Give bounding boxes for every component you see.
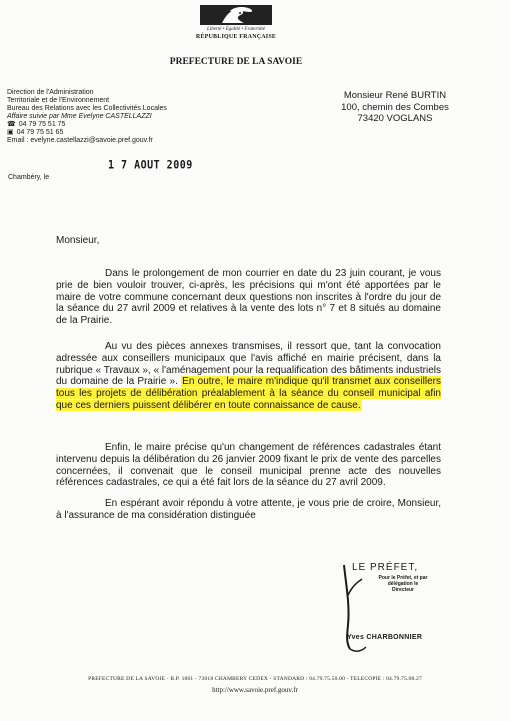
sender-fax-line (7, 129, 237, 137)
signature-title: LE PRÉFET, (352, 562, 419, 573)
paragraph-2 (56, 341, 441, 412)
sender-bureau: Bureau des Relations avec les Collectivités Locales (7, 105, 167, 112)
signature-delegation: Pour le Préfet, et par délégation le Directeur (378, 575, 428, 593)
sender-department: Direction de l'Administration (7, 89, 94, 96)
paragraph-2-text: Au vu des pièces annexes transmises, il ressort que, tant la convocation adressée aux conseillers municipaux que l'avis affiché en mairie précisent, dans la rubrique « Travaux », « l'aménagement pour la requalification des bâtiments industriels du domaine de la Prairie ». (56, 341, 441, 388)
republic-label: RÉPUBLIQUE FRANÇAISE (195, 34, 277, 40)
marianne-logo-icon (200, 5, 272, 25)
signer-name: Yves CHARBONNIER (347, 634, 423, 641)
recipient-block (300, 90, 490, 125)
date-stamp: 1 7 AOUT 2009 (108, 159, 193, 172)
footer-address: PREFECTURE DE LA SAVOIE - B.P. 1801 - 73018 CHAMBERY CEDEX - STANDARD : 04.79.75.50.00 - TELECOPIE : 04.79.75.08.27 (88, 676, 422, 682)
telephone-icon: ☎ (7, 121, 16, 128)
paragraph-3: Enfin, le maire précise qu'un changement de références cadastrales étant intervenu depuis la délibération du 26 janvier 2009 fixant le prix de vente des parcelles concernées, il convenait que le conseil municipal prenne acte des nouvelles références cadastrales, ce qui a été fait lors de la séance du 27 avril 2009. (56, 442, 441, 489)
paragraph-4: En espérant avoir répondu à votre attente, je vous prie de croire, Monsieur, à l'assurance de ma considération distinguée (56, 498, 441, 521)
salutation: Monsieur, (56, 235, 100, 246)
recipient-name: Monsieur René BURTIN (343, 90, 447, 101)
sender-phone-line (7, 121, 237, 129)
fax-icon: ▣ (7, 129, 14, 136)
footer-website: http://www.savoie.pref.gouv.fr (212, 686, 298, 694)
paragraph-1: Dans le prolongement de mon courrier en date du 23 juin courant, je vous prie de bien vouloir trouver, ci-après, les précisions qui m'ont été apportées par le maire de votre commune concernant deux questions non inscrites à l'ordre du jour de la séance du 27 avril 2009 et relatives à la vente des lots n° 7 et 8 situés au domaine de la Prairie. (56, 268, 441, 327)
motto: Liberté • Égalité • Fraternité (207, 27, 265, 32)
recipient-street: 100, chemin des Combes (341, 101, 449, 113)
sender-affaire: Affaire suivie par Mme Evelyne CASTELLAZZI (7, 113, 152, 120)
sender-department-2: Territoriale et de l'Environnement (7, 97, 110, 104)
place-label: Chambéry, le (8, 174, 50, 181)
recipient-city: 73420 VOGLANS (357, 113, 433, 124)
prefecture-title: PREFECTURE DE LA SAVOIE (169, 57, 303, 67)
sender-fax: 04 79 75 51 65 (16, 129, 64, 136)
highlighted-passage: En outre, le maire m'indique qu'il transmet aux conseillers tous les projets de délibération préalablement à la séance du conseil municipal afin que ces derniers puissent délibérer en toute connaissance de cause. (56, 376, 441, 411)
sender-phone: 04 79 75 51 75 (18, 121, 66, 128)
sender-email: Email : evelyne.castellazzi@savoie.pref.gouv.fr (7, 137, 153, 144)
sender-block (7, 89, 237, 145)
